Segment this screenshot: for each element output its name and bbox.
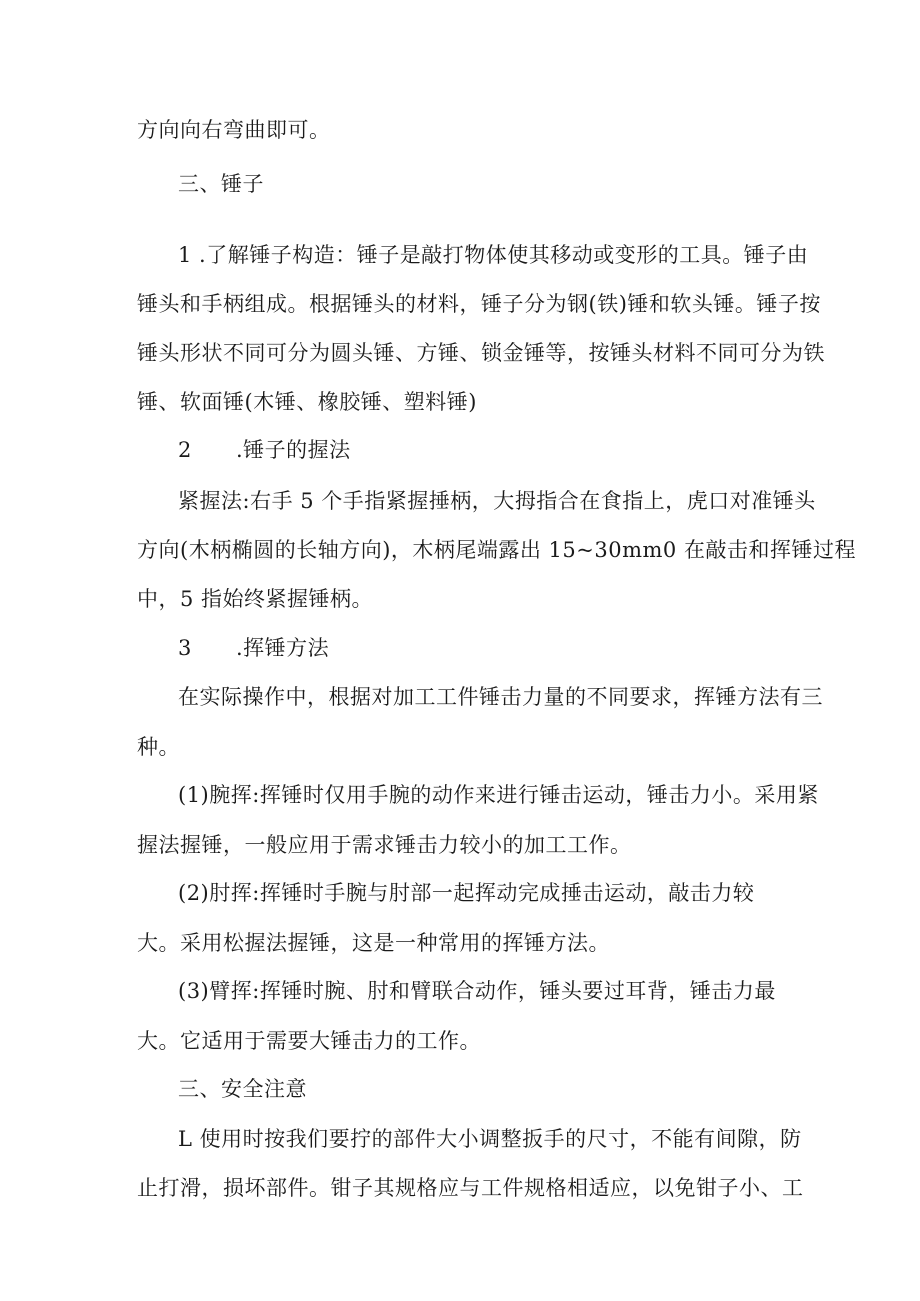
text-line: 中，5 指始终紧握锤柄。: [137, 587, 374, 611]
text-line: L 使用时按我们要拧的部件大小调整扳手的尺寸，不能有间隙，防: [178, 1127, 802, 1151]
text-line: 方向(木柄椭圆的长轴方向)，木柄尾端露出 15~30mm0 在敲击和挥锤过程: [137, 538, 856, 562]
text-line: 紧握法:右手 5 个手指紧握捶柄，大拇指合在食指上，虎口对准锤头: [178, 489, 816, 513]
text-line: 在实际操作中，根据对加工工件锤击力量的不同要求，挥锤方法有三: [178, 685, 823, 709]
subheading-number: 2: [178, 438, 192, 462]
text-line: 锤、软面锤(木锤、橡胶锤、塑料锤): [137, 390, 477, 414]
text-line: (1)腕挥:挥锤时仅用手腕的动作来进行锤击运动，锤击力小。采用紧: [178, 783, 819, 807]
text-line: 种。: [137, 735, 180, 759]
text-line: 1 .了解锤子构造：锤子是敲打物体使其移动或变形的工具。锤子由: [178, 243, 809, 267]
section-heading: 三、锤子: [178, 172, 264, 196]
text-line: 止打滑，损坏部件。钳子其规格应与工件规格相适应，以免钳子小、工: [137, 1176, 804, 1200]
subheading: [178, 634, 920, 662]
section-heading: 三、安全注意: [178, 1077, 307, 1101]
text-line: (3)臂挥:挥锤时腕、肘和臂联合动作，锤头要过耳背，锤击力最: [178, 979, 776, 1003]
subheading-number: 3: [178, 636, 192, 660]
text-line: 握法握锤，一般应用于需求锤击力较小的加工工作。: [137, 833, 632, 857]
text-line: 方向向右弯曲即可。: [137, 118, 331, 142]
subheading: [178, 436, 920, 464]
subheading-title: .锤子的握法: [236, 438, 351, 462]
text-line: 大。它适用于需要大锤击力的工作。: [137, 1029, 481, 1053]
subheading-title: .挥锤方法: [236, 636, 330, 660]
text-line: 锤头形状不同可分为圆头锤、方锤、锁金锤等，按锤头材料不同可分为铁: [137, 341, 825, 365]
text-line: 大。采用松握法握锤，这是一种常用的挥锤方法。: [137, 931, 610, 955]
text-line: (2)肘挥:挥锤时手腕与肘部一起挥动完成捶击运动，敲击力较: [178, 881, 755, 905]
text-line: 锤头和手柄组成。根据锤头的材料，锤子分为钢(铁)锤和软头锤。锤子按: [137, 292, 821, 316]
